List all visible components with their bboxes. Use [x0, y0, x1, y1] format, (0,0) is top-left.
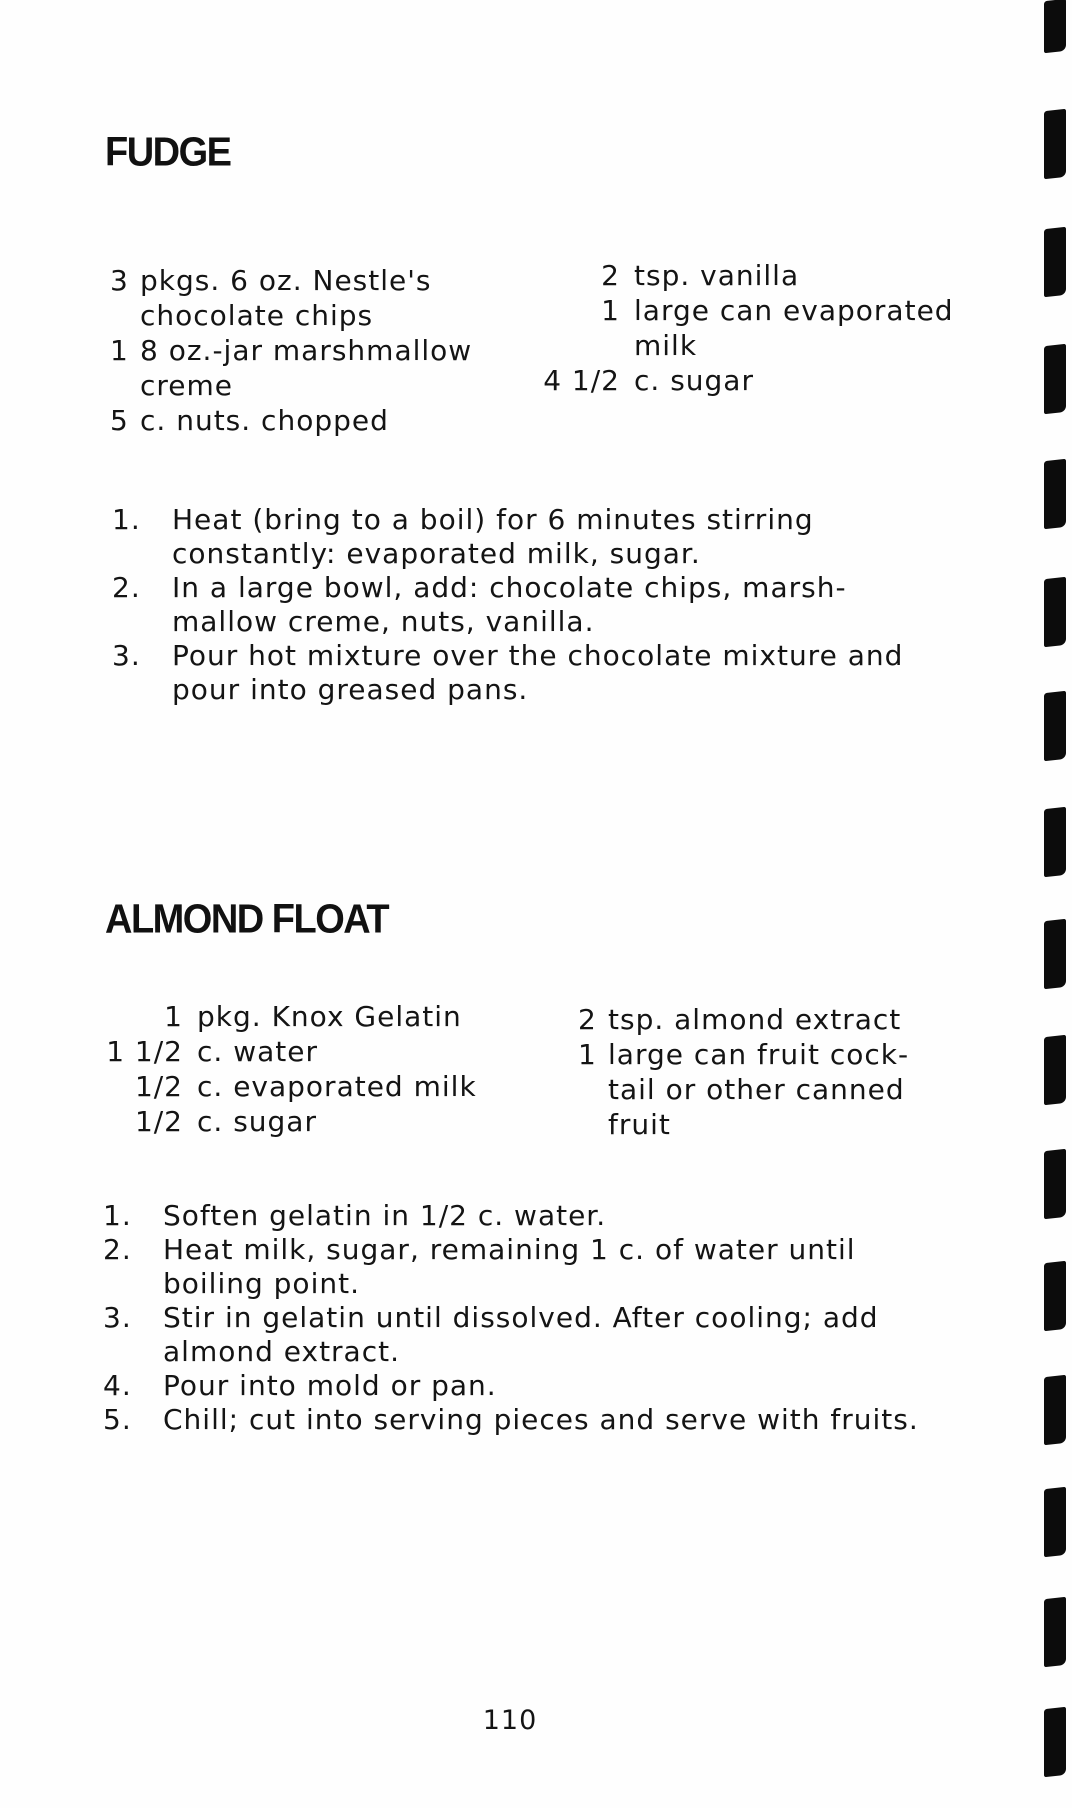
- ingredient: [540, 293, 980, 363]
- step-number: 2.: [112, 571, 141, 604]
- step-text: Heat milk, sugar, remaining 1 c. of water until boiling point.: [163, 1233, 856, 1300]
- ingredient-text: c. nuts. chopped: [140, 404, 389, 437]
- binding-hole: [1044, 227, 1066, 297]
- binding-hole: [1044, 1707, 1066, 1777]
- binding-hole: [1044, 1149, 1066, 1219]
- ingredient-qty: 1/2: [134, 1070, 183, 1103]
- ingredient: [578, 1037, 948, 1142]
- fudge-ingredients-left: [110, 263, 520, 438]
- ingredient: [105, 1069, 535, 1104]
- ingredient: [540, 363, 980, 398]
- ingredient-text: tsp. almond extract: [608, 1003, 902, 1036]
- step-number: 3.: [112, 639, 141, 672]
- almond-float-ingredients-right: [578, 1002, 948, 1142]
- ingredient: [110, 263, 520, 333]
- step: [112, 639, 922, 707]
- binding-hole: [1044, 1261, 1066, 1331]
- ingredient-text: 8 oz.-jar marshmallow creme: [140, 334, 473, 402]
- step-number: 3.: [103, 1301, 132, 1334]
- step-number: 1.: [103, 1199, 132, 1232]
- ingredient: [105, 999, 535, 1034]
- step-text: Pour into mold or pan.: [163, 1369, 497, 1402]
- binding-hole: [1044, 0, 1066, 53]
- ingredient-text: pkg. Knox Gelatin: [197, 1000, 462, 1033]
- ingredient: [105, 1104, 535, 1139]
- ingredient-qty: 1: [601, 294, 620, 327]
- binding-hole: [1044, 577, 1066, 647]
- fudge-ingredients-right: [540, 258, 980, 398]
- spiral-binding: [1038, 0, 1072, 1808]
- ingredient: [540, 258, 980, 293]
- ingredient-text: large can evaporated milk: [634, 294, 954, 362]
- ingredient-text: tsp. vanilla: [634, 259, 800, 292]
- recipe-title-almond-float: ALMOND FLOAT: [105, 897, 389, 943]
- step-number: 4.: [103, 1369, 132, 1402]
- step: [112, 503, 922, 571]
- fudge-steps: [112, 503, 922, 707]
- step: [103, 1199, 933, 1233]
- ingredient-text: c. sugar: [634, 364, 754, 397]
- ingredient-text: c. water: [197, 1035, 318, 1068]
- binding-hole: [1044, 919, 1066, 989]
- almond-float-steps: [103, 1199, 933, 1437]
- step-number: 1.: [112, 503, 141, 536]
- step: [103, 1369, 933, 1403]
- ingredient-text: c. sugar: [197, 1105, 317, 1138]
- page-number: 110: [482, 1705, 538, 1736]
- ingredient-qty: 5: [110, 404, 129, 437]
- step-number: 2.: [103, 1233, 132, 1266]
- ingredient-qty: 1: [578, 1038, 597, 1071]
- binding-hole: [1044, 1597, 1066, 1667]
- binding-hole: [1044, 109, 1066, 179]
- step-text: Stir in gelatin until dissolved. After cooling; add almond extract.: [163, 1301, 879, 1368]
- recipe-title-fudge: FUDGE: [105, 130, 231, 176]
- ingredient-qty: 4 1/2: [543, 364, 620, 397]
- step-text: Chill; cut into serving pieces and serve with fruits.: [163, 1403, 919, 1436]
- ingredient-qty: 1: [110, 334, 129, 367]
- step-number: 5.: [103, 1403, 132, 1436]
- binding-hole: [1044, 344, 1066, 414]
- ingredient-text: large can fruit cock-tail or other canned fruit: [608, 1038, 910, 1141]
- ingredient-qty: 3: [110, 264, 129, 297]
- step: [103, 1403, 933, 1437]
- ingredient: [578, 1002, 948, 1037]
- binding-hole: [1044, 691, 1066, 761]
- step: [112, 571, 922, 639]
- ingredient-qty: 1 1/2: [106, 1035, 183, 1068]
- ingredient: [110, 403, 520, 438]
- ingredient: [105, 1034, 535, 1069]
- binding-hole: [1044, 807, 1066, 877]
- step-text: Soften gelatin in 1/2 c. water.: [163, 1199, 607, 1232]
- ingredient-qty: 2: [601, 259, 620, 292]
- step-text: Heat (bring to a boil) for 6 minutes stirring constantly: evaporated milk, sugar.: [172, 503, 814, 570]
- binding-hole: [1044, 1375, 1066, 1445]
- step-text: In a large bowl, add: chocolate chips, marsh-mallow creme, nuts, vanilla.: [172, 571, 847, 638]
- ingredient-qty: 2: [578, 1003, 597, 1036]
- step-text: Pour hot mixture over the chocolate mixture and pour into greased pans.: [172, 639, 904, 706]
- ingredient-text: pkgs. 6 oz. Nestle's chocolate chips: [140, 264, 432, 332]
- binding-hole: [1044, 1035, 1066, 1105]
- ingredient-qty: 1: [164, 1000, 183, 1033]
- step: [103, 1301, 933, 1369]
- ingredient-qty: 1/2: [134, 1105, 183, 1138]
- ingredient: [110, 333, 520, 403]
- binding-hole: [1044, 459, 1066, 529]
- ingredient-text: c. evaporated milk: [197, 1070, 477, 1103]
- step: [103, 1233, 933, 1301]
- binding-hole: [1044, 1487, 1066, 1557]
- almond-float-ingredients-left: [105, 999, 535, 1139]
